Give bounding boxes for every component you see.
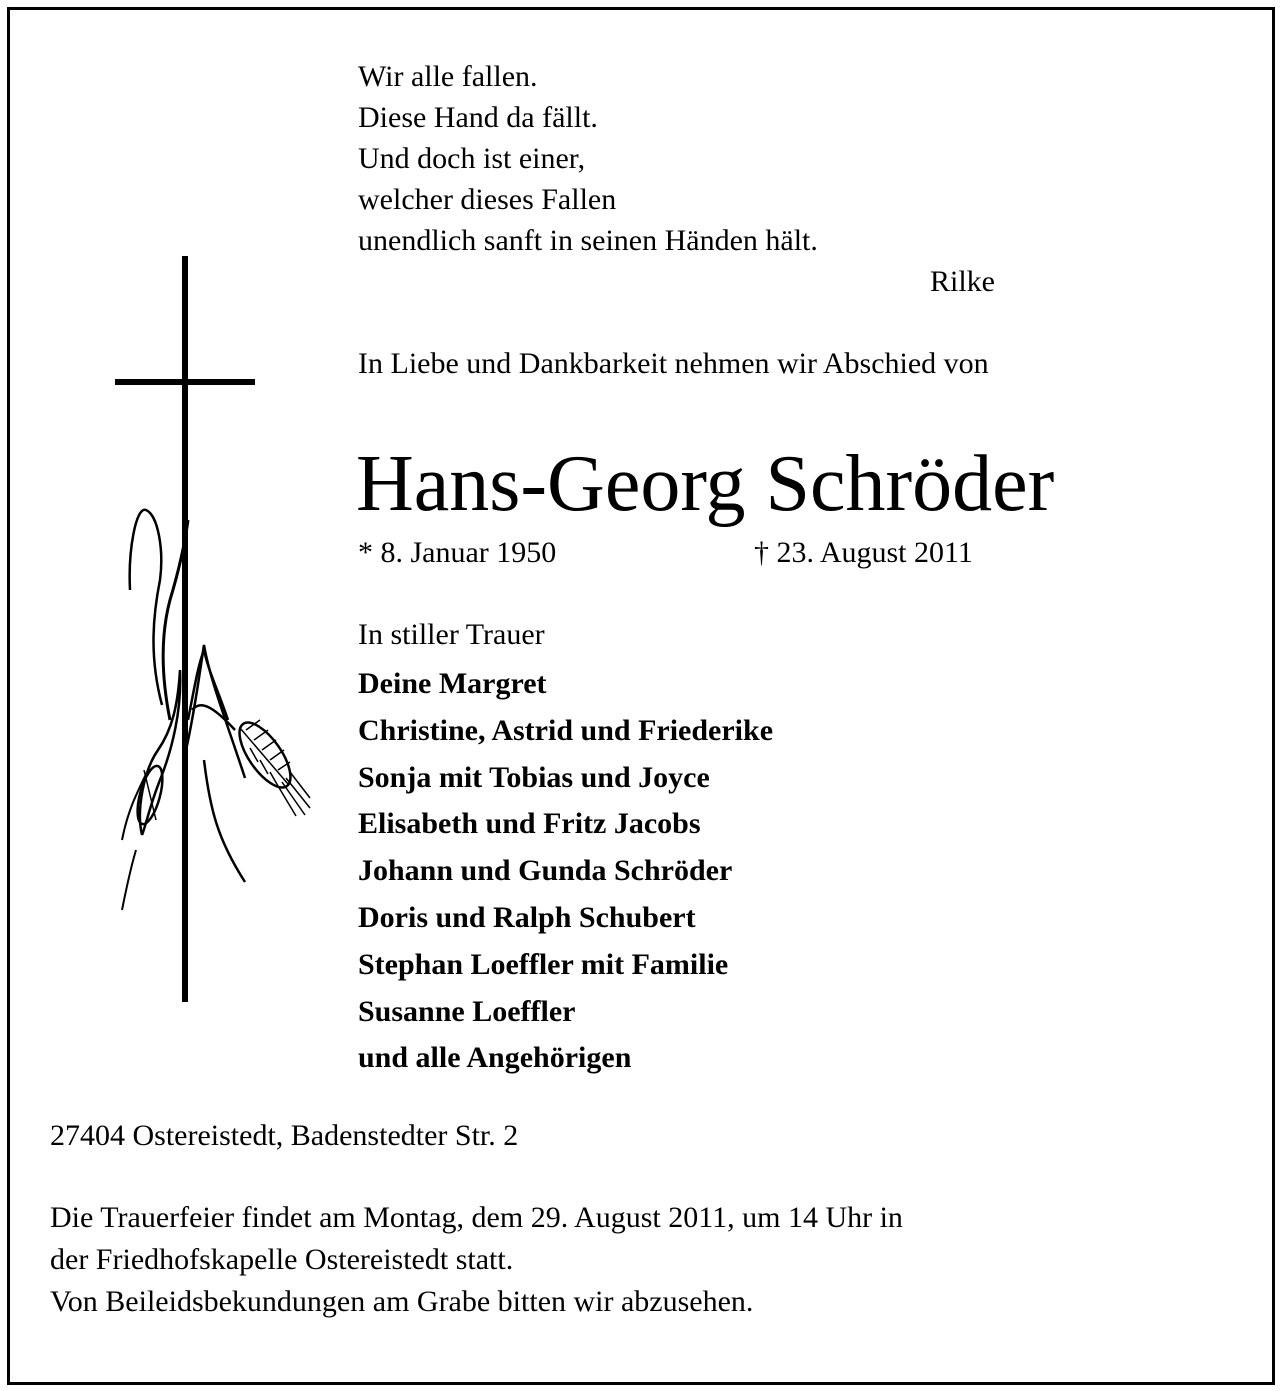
closing-line: Von Beileidsbekundungen am Grabe bitten wir abzusehen. — [50, 1285, 754, 1318]
mourner-name: Johann und Gunda Schröder — [358, 854, 733, 888]
poem-line: Und doch ist einer, — [358, 142, 586, 175]
mourner-name: Stephan Loeffler mit Familie — [358, 947, 729, 981]
mourning-heading: In stiller Trauer — [358, 618, 545, 651]
mourner-name: Christine, Astrid und Friederike — [358, 713, 774, 747]
mourner-name: Susanne Loeffler — [358, 994, 576, 1028]
closing-line: Die Trauerfeier findet am Montag, dem 29. August 2011, um 14 Uhr in — [50, 1201, 903, 1234]
death-date: † 23. August 2011 — [754, 536, 973, 569]
poem-line: Wir alle fallen. — [358, 60, 538, 93]
mourner-name: Elisabeth und Fritz Jacobs — [358, 807, 701, 841]
deceased-name: Hans-Georg Schröder — [356, 440, 1055, 528]
closing-text — [50, 1197, 903, 1323]
mourner-name: Deine Margret — [358, 667, 547, 700]
mourner-name: Sonja mit Tobias und Joyce — [358, 760, 710, 794]
intro-line: In Liebe und Dankbarkeit nehmen wir Abschied von — [358, 347, 989, 380]
poem-line: unendlich sanft in seinen Händen hält. — [358, 224, 818, 257]
poem — [358, 56, 818, 261]
birth-date: * 8. Januar 1950 — [358, 536, 557, 569]
mourner-name: Doris und Ralph Schubert — [358, 900, 696, 934]
poem-author: Rilke — [930, 265, 995, 298]
mourner-name: und alle Angehörigen — [358, 1041, 632, 1075]
closing-line: der Friedhofskapelle Ostereistedt statt. — [50, 1243, 514, 1276]
poem-line: Diese Hand da fällt. — [358, 101, 598, 134]
address: 27404 Ostereistedt, Badenstedter Str. 2 — [50, 1119, 519, 1152]
poem-line: welcher dieses Fallen — [358, 183, 617, 216]
cross-with-wheat-icon — [100, 250, 330, 1010]
mourners-list — [358, 661, 773, 1082]
